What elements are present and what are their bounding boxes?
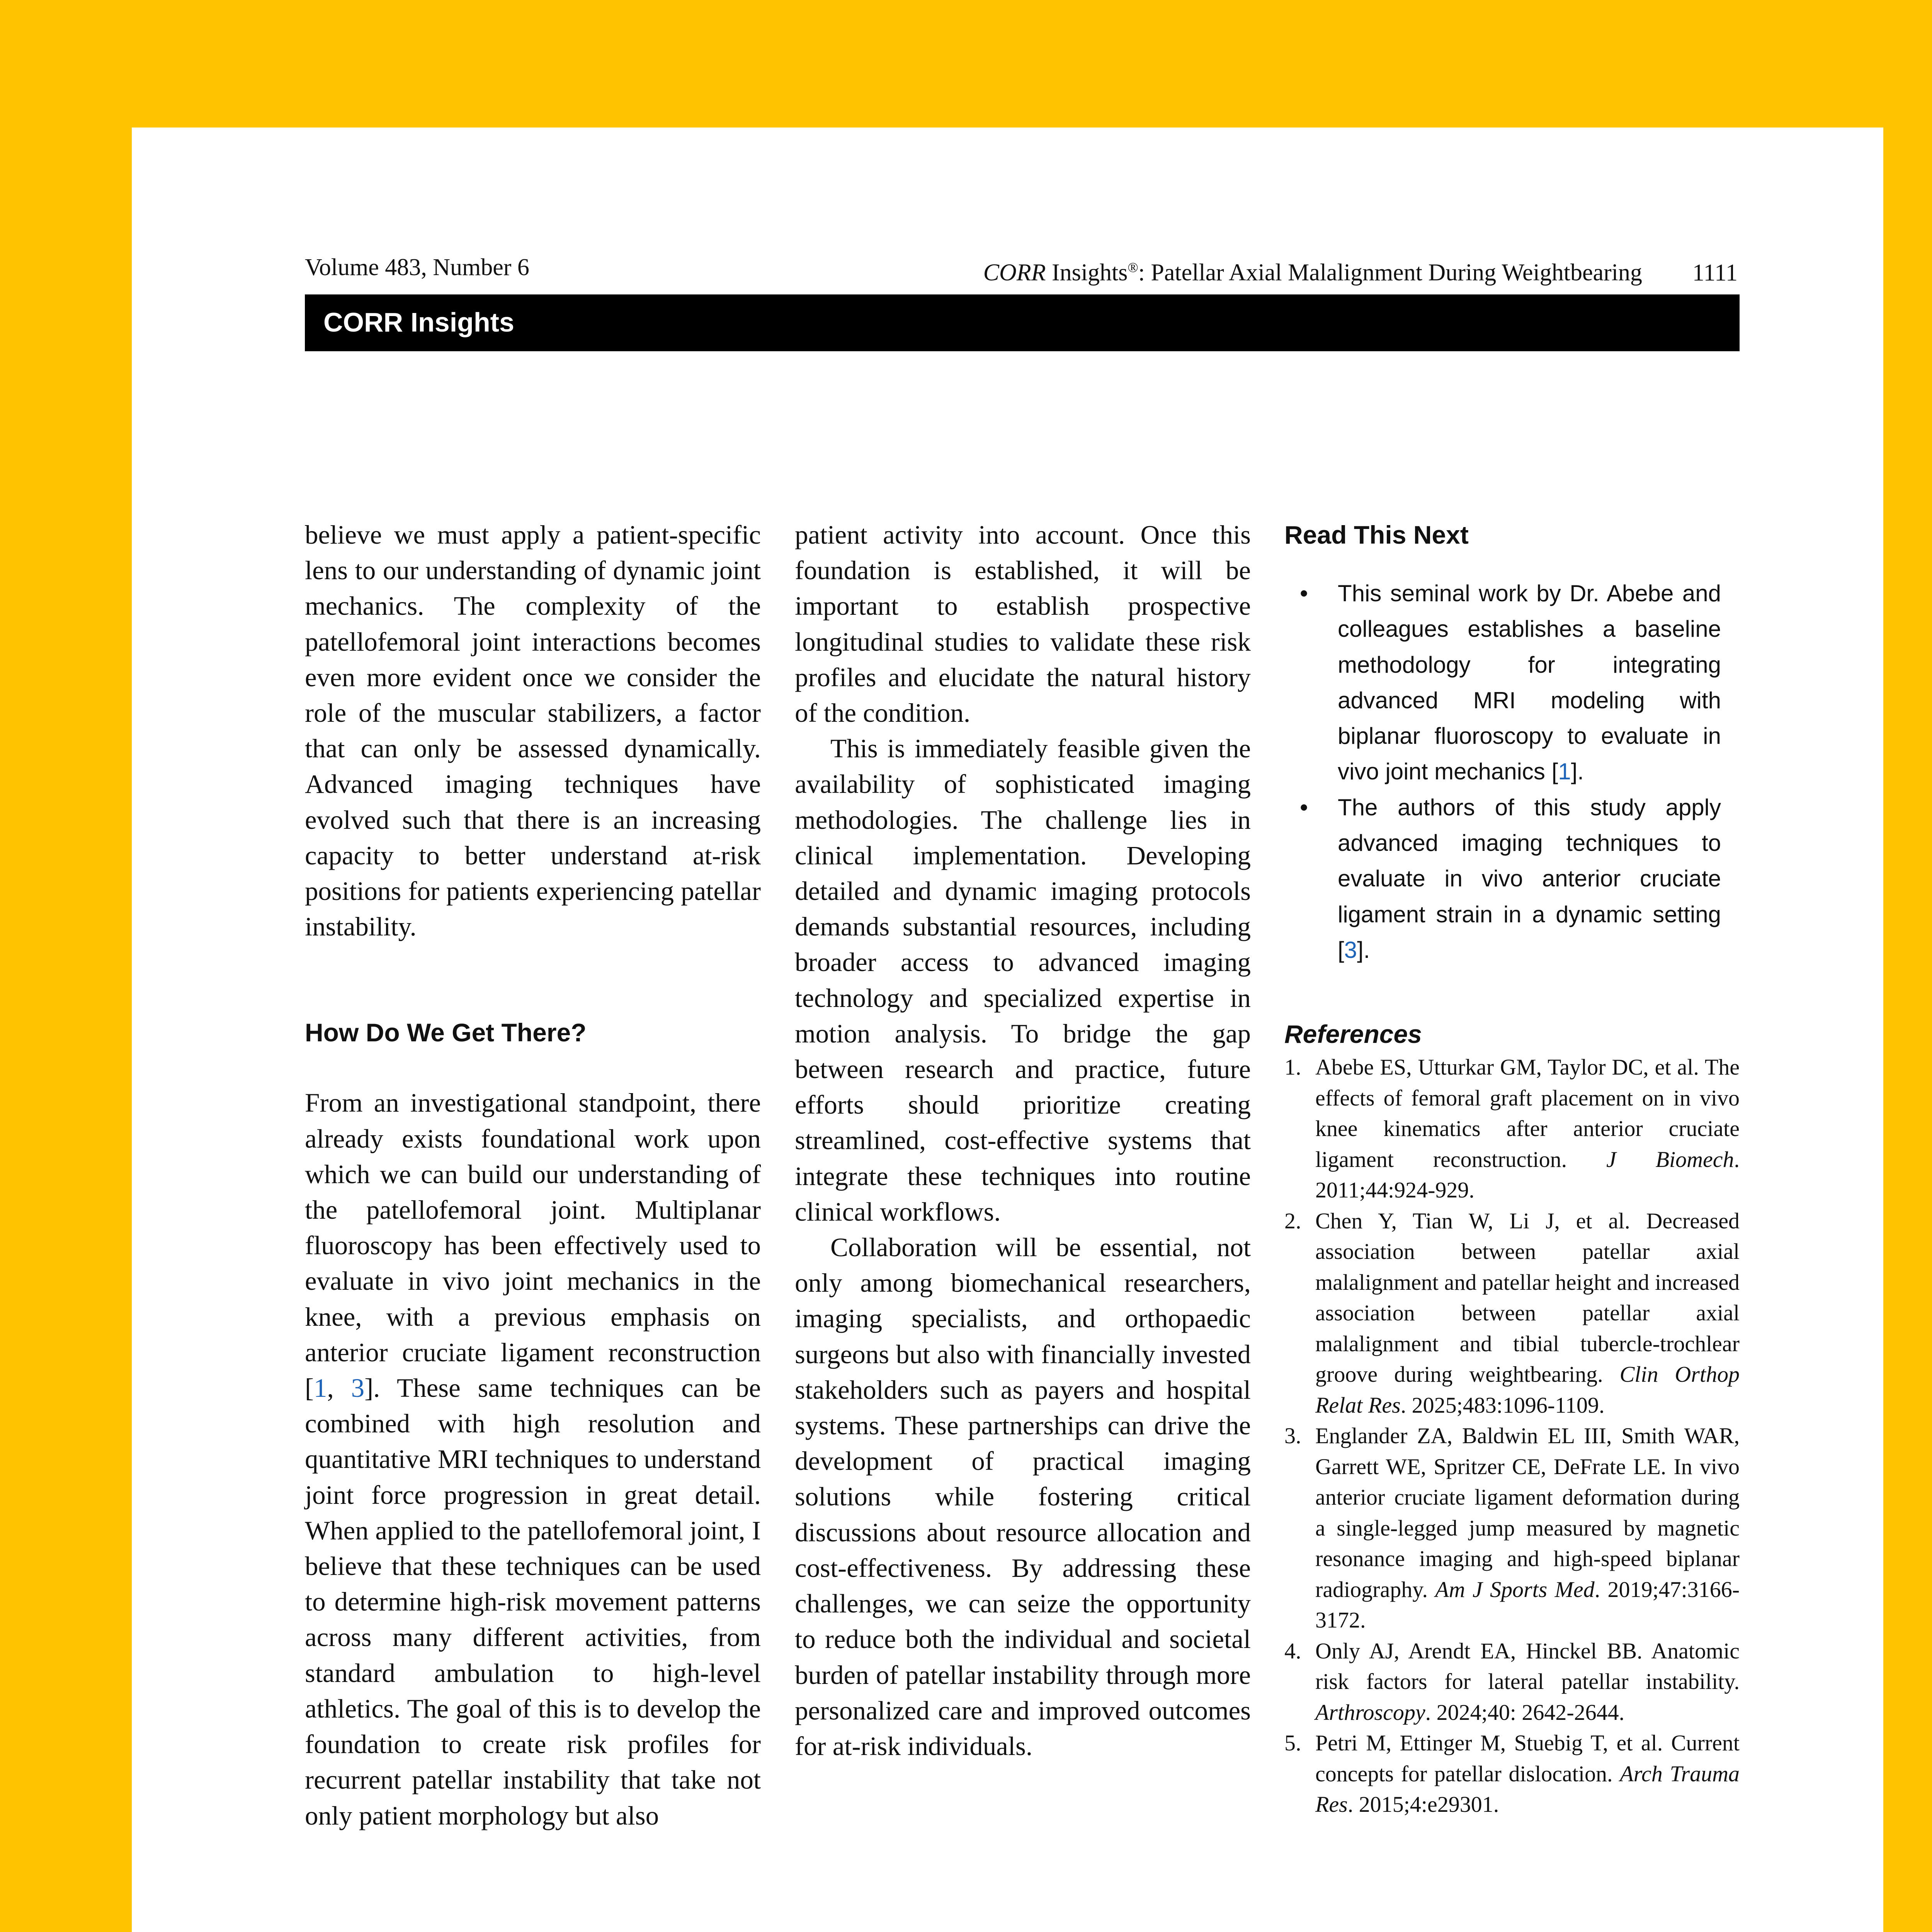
read-next-text-end: ]. [1571,759,1584,785]
reference-authors: Petri M, Ettinger M, Stuebig T, et al. Current concepts for patellar dislocation. [1315,1730,1740,1786]
paragraph-text: From an investigational standpoint, there already exists foundational work upon which we can build our understanding of the patellofemoral joint. Multiplanar fluoroscopy has been effectively used to evaluate in vivo joint mechanics in the knee, with a previous emphasis on anterior cruciate ligament reconstruction [ [305,1088,761,1403]
read-next-heading: Read This Next [1284,520,1469,549]
reference-journal: Am J Sports Med [1435,1577,1595,1602]
reference-journal: Clin Orthop Relat Res [1315,1362,1740,1418]
bullet-icon: • [1300,794,1308,820]
paragraph: Collaboration will be essential, not only among biomechanical researchers, imaging specialists, and orthopaedic surgeons but also with financially invested stakeholders such as payers and hospital systems. These partnerships can drive the development of practical imaging solutions while fostering critical discussions about resource allocation and cost-effectiveness. By addressing these challenges, we can seize the opportunity to reduce both the individual and societal burden of patellar instability through more personalized care and improved outcomes for at-risk individuals. [795,1233,1251,1761]
reference-details: . 2011;44:924-929. [1315,1146,1740,1203]
reference-number: 5. [1284,1730,1301,1756]
running-title-insights: Insights [1046,259,1128,286]
section-band [305,294,1740,351]
reference-details: . 2025;483:1096-1109. [1400,1392,1605,1418]
read-next-list [1284,576,1740,968]
section-heading: How Do We Get There? [305,1018,587,1047]
column-3 [1284,517,1740,1820]
reference-authors: Chen Y, Tian W, Li J, et al. Decreased association between patellar axial malalignment and patellar height and increased association between patellar axial malalignment and tibial tubercle-trochlear groove during weightbearing. [1315,1208,1740,1387]
reference-journal: Arthroscopy [1315,1699,1425,1725]
reference-authors: Englander ZA, Baldwin EL III, Smith WAR, Garrett WE, Spritzer CE, DeFrate LE. In vivo anterior cruciate ligament deformation during a single-legged jump measured by magnetic resonance imaging and high-speed biplanar radiography. [1315,1423,1740,1602]
reference-item [1284,1052,1740,1206]
column-2 [795,517,1251,1764]
read-next-item [1284,790,1740,968]
reference-item [1284,1420,1740,1636]
references-heading: References [1284,1020,1422,1049]
reference-details: . 2015;4:e29301. [1347,1792,1499,1817]
paragraph [305,1085,761,1833]
reference-details: . 2019;47:3166-3172. [1315,1577,1740,1633]
reference-authors: Only AJ, Arendt EA, Hinckel BB. Anatomic risk factors for lateral patellar instability. [1315,1638,1740,1694]
reference-number: 2. [1284,1208,1301,1233]
section-band-label: CORR Insights [323,307,514,337]
bullet-icon: • [1300,580,1308,606]
paragraph: believe we must apply a patient-specific lens to our understanding of dynamic joint mechanics. The complexity of the patellofemoral joint interactions becomes even more evident once we consider the role of the muscular stabilizers, a factor that can only be assessed dynamically. Advanced imaging techniques have evolved such that there is an increasing capacity to better understand at-risk positions for patients experiencing patellar instability. [305,520,761,942]
paragraph: patient activity into account. Once this foundation is established, it will be important to establish prospective longitudinal studies to validate these risk profiles and elucidate the natural history of the condition. [795,520,1251,728]
running-title-topic: : Patellar Axial Malalignment During Weightbearing [1138,259,1642,286]
running-title [983,252,1738,288]
citation-link[interactable]: 1 [1558,759,1571,785]
read-next-item [1284,576,1740,790]
reference-list [1284,1052,1740,1820]
paragraph: This is immediately feasible given the availability of sophisticated imaging methodologies. The challenge lies in clinical implementation. Developing detailed and dynamic imaging protocols demands substantial resources, including broader access to advanced imaging technology and specialized expertise in motion analysis. To bridge the gap between research and practice, future efforts should prioritize creating streamlined, cost-effective systems that integrate these techniques into routine clinical workflows. [795,734,1251,1226]
citation-link[interactable]: 3 [1344,937,1357,963]
volume-number: Volume 483, Number 6 [305,254,529,281]
reference-journal: J Biomech [1606,1146,1734,1172]
page-number: 1111 [1692,259,1738,286]
reference-number: 4. [1284,1638,1301,1663]
read-next-text: The authors of this study apply advanced imaging techniques to evaluate in vivo anterior cruciate ligament strain in a dynamic setting [ [1338,794,1721,963]
reference-journal: Arch Trauma Res [1315,1761,1740,1817]
read-next-text-end: ]. [1357,937,1370,963]
reference-item [1284,1636,1740,1728]
paragraph-text: ]. These same techniques can be combined with high resolution and quantitative MRI techniques to understand joint force progression in great detail. When applied to the patellofemoral joint, I believe that these techniques can be used to determine high-risk movement patterns across many different activities, from standard ambulation to high-level athletics. The goal of this is to develop the foundation to create risk profiles for recurrent patellar instability that take not only patient morphology but also [305,1373,761,1830]
reference-number: 1. [1284,1054,1301,1080]
journal-name: CORR [983,259,1046,286]
reference-details: . 2024;40: 2642-2644. [1425,1699,1625,1725]
reference-item [1284,1728,1740,1820]
citation-link[interactable]: 1 [313,1373,327,1403]
reference-authors: Abebe ES, Utturkar GM, Taylor DC, et al. The effects of femoral graft placement on in vivo knee kinematics after anterior cruciate ligament reconstruction. [1315,1054,1740,1172]
citation-separator: , [327,1373,351,1403]
reference-item [1284,1206,1740,1421]
reference-number: 3. [1284,1423,1301,1449]
column-1 [305,517,761,1833]
read-next-text: This seminal work by Dr. Abebe and colleagues establishes a baseline methodology for integrating advanced MRI modeling with biplanar fluoroscopy to evaluate in vivo joint mechanics [ [1338,580,1721,785]
citation-link[interactable]: 3 [351,1373,365,1403]
registered-mark: ® [1128,260,1138,275]
